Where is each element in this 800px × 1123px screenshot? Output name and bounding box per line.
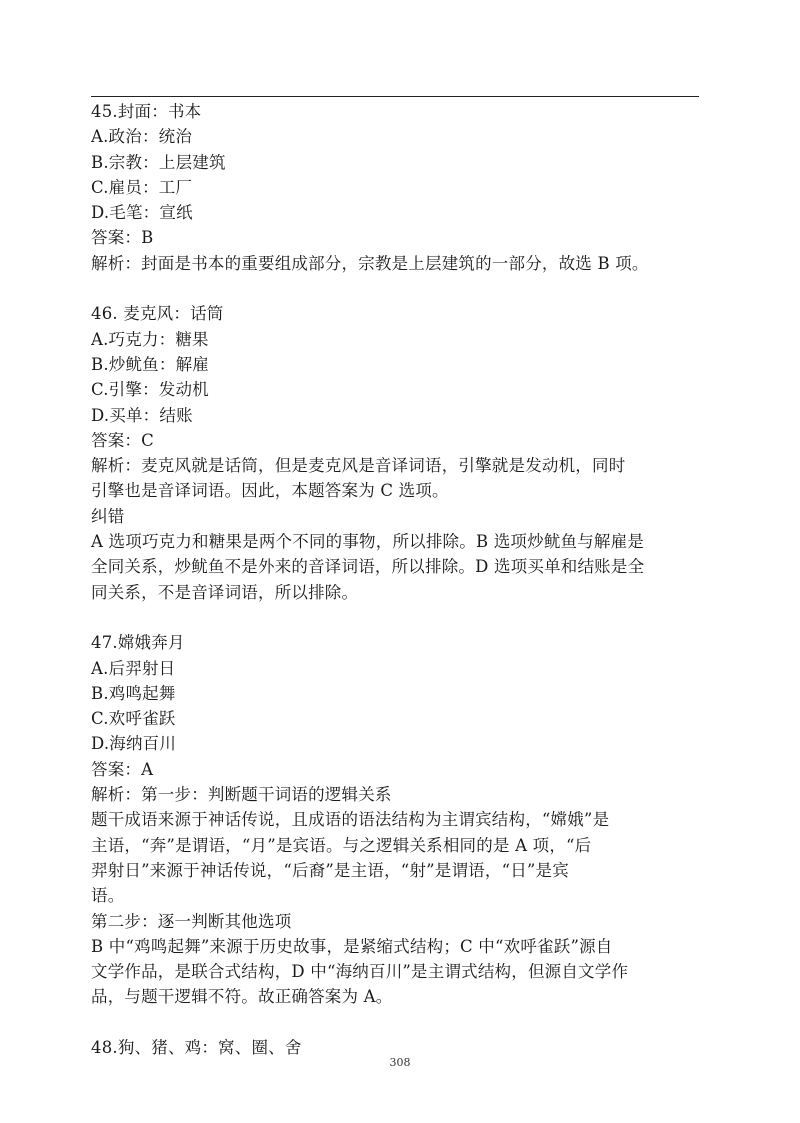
option-d: D.买单：结账 [91,405,193,425]
question-stem: 45.封面：书本 [91,102,202,121]
analysis [91,453,699,504]
spacer [91,276,699,301]
analysis-line: B 中“鸡鸣起舞”来源于历史故事，是紧缩式结构；C 中“欢呼雀跃”源自 [91,936,613,956]
answer: 答案：A [91,759,154,779]
option-b: B.宗教：上层建筑 [91,152,226,172]
correction-line: 全同关系，炒鱿鱼不是外来的音译词语，所以排除。D 选项买单和结账是全 [91,557,645,577]
spacer [91,1010,699,1035]
correction-line: A 选项巧克力和糖果是两个不同的事物，所以排除。B 选项炒鱿鱼与解雇是 [91,532,645,552]
correction [91,529,699,605]
answer: 答案：C [91,430,154,450]
analysis-line: 主语，“奔”是谓语，“月”是宾语。与之逻辑关系相同的是 A 项，“后 [91,835,592,855]
question-stem: 47.嫦娥奔月 [91,633,185,653]
question-stem: 46. 麦克风：话筒 [91,304,224,324]
analysis [91,251,699,276]
analysis-line: 解析：封面是书本的重要组成部分，宗教是上层建筑的一部分，故选 B 项。 [91,253,649,273]
answer: 答案：B [91,228,154,248]
option-d: D.海纳百川 [91,734,177,754]
analysis-line: 解析：第一步：判断题干词语的逻辑关系 [91,785,392,805]
analysis-line: 第二步：逐一判断其他选项 [91,911,292,931]
option-c: C.雇员：工厂 [91,177,193,197]
document-page [91,96,699,1060]
question-47 [91,630,699,1009]
header-rule [91,96,699,97]
analysis-line: 语。 [91,886,125,906]
question-45 [91,99,699,276]
option-a: A.政治：统治 [91,127,193,147]
question-46 [91,301,699,605]
option-b: B.鸡鸣起舞 [91,683,176,703]
analysis-line: 文学作品，是联合式结构，D 中“海纳百川”是主谓式结构，但源自文学作 [91,962,629,982]
correction-title: 纠错 [91,506,125,526]
option-a: A.巧克力：糖果 [91,329,209,349]
analysis-line: 引擎也是音译词语。因此，本题答案为 C 选项。 [91,481,449,501]
question-stem: 48.狗、猪、鸡：窝、圈、舍 [91,1037,302,1057]
page-number: 308 [389,1056,411,1069]
option-d: D.毛笔：宣纸 [91,203,193,223]
analysis-line: 解析：麦克风就是话筒，但是麦克风是音译词语，引擎就是发动机，同时 [91,456,626,476]
correction-line: 同关系，不是音译词语，所以排除。 [91,582,359,602]
analysis-line: 羿射日”来源于神话传说，“后裔”是主语，“射”是谓语，“日”是宾 [91,860,569,880]
option-c: C.欢呼雀跃 [91,709,176,729]
analysis-line: 题干成语来源于神话传说，且成语的语法结构为主谓宾结构，“嫦娥”是 [91,810,610,830]
analysis [91,782,699,1010]
option-b: B.炒鱿鱼：解雇 [91,354,209,374]
analysis-line: 品，与题干逻辑不符。故正确答案为 A。 [91,987,393,1007]
spacer [91,605,699,630]
option-a: A.后羿射日 [91,658,176,678]
option-c: C.引擎：发动机 [91,380,209,400]
